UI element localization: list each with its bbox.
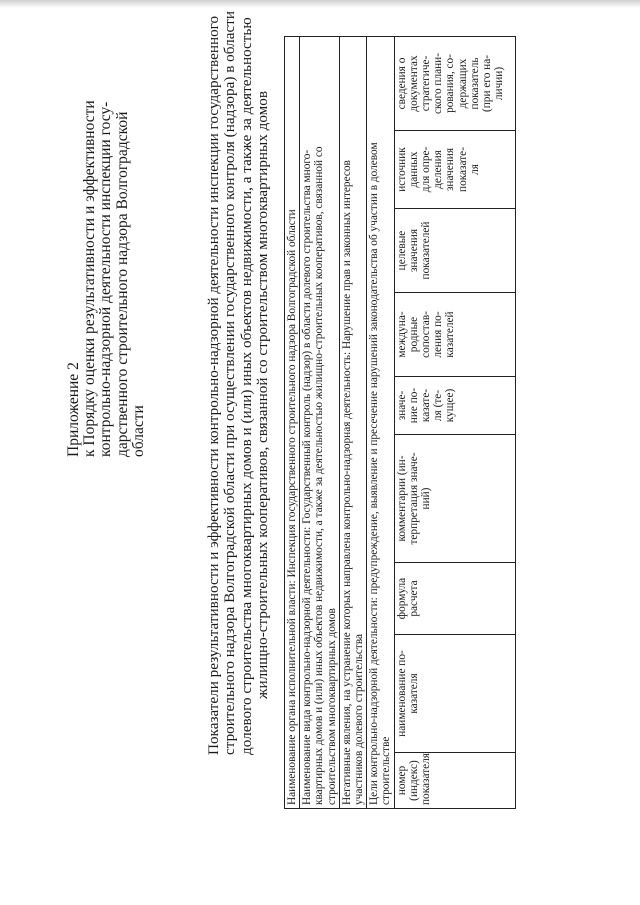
authority-cell: Наименование органа исполнительной власти: Инспекция государственного строительного надзора Волгоградской области bbox=[285, 36, 300, 808]
header-comments: комментарии (ин- терпретация значе- ний) bbox=[394, 435, 515, 563]
header-current-value: значе- ние по- казате- ля (те- кущее) bbox=[394, 377, 515, 435]
header-target-values: целевые значения показателей bbox=[394, 209, 515, 293]
appendix-line: Приложение 2 bbox=[65, 362, 82, 457]
header-name: наименование по- казателя bbox=[394, 635, 515, 753]
title-line: долевого строительства многоквартирных домов и (или) иных объектов недвижимости, а также за деятельностью bbox=[237, 17, 255, 755]
table-header-row bbox=[394, 36, 515, 808]
table-row bbox=[339, 36, 366, 808]
title-line: строительного надзора Волгоградской области при осуществлении государственного контроля (надзора) в области bbox=[221, 11, 239, 755]
header-index: номер (индекс) показателя bbox=[394, 753, 515, 809]
appendix-heading bbox=[66, 37, 147, 457]
header-strategic-documents: сведения о документах стратегиче- ского плани- рования, со- держащих показатель (при его на- личии) bbox=[394, 36, 515, 130]
title-line: Показатели результативности и эффективности контрольно-надзорной деятельности инспекции государственного bbox=[205, 15, 222, 755]
appendix-line: к Порядку оценки результативности и эффективности bbox=[81, 100, 99, 457]
scan-edge-shadow bbox=[0, 0, 640, 8]
negative-phenomena-cell: Негативные явления, на устранение которых направлена контрольно-надзорная деятельность: Нарушение прав и законных интересов участников долевого строительства bbox=[339, 36, 366, 808]
table-row bbox=[367, 36, 394, 808]
header-international: междуна- родные сопостав- ления по- казателей bbox=[394, 293, 515, 377]
activity-type-cell: Наименование вида контрольно-надзорной деятельности: Государственный контроль (надзор) в области долевого строительства много- квартирных домов и (или) иных объектов недвижимости, а также за деятельностью жилищно-строительных кооперативов, связанной со строительством многоквартирных домов bbox=[300, 36, 340, 808]
appendix-line: области bbox=[129, 405, 147, 457]
title-line: жилищно-строительных кооперативов, связанной со строительством многоквартирных домов bbox=[254, 90, 272, 700]
indicators-table bbox=[284, 36, 516, 809]
header-data-source: источник данных для опре- деления значения показате- ля bbox=[394, 131, 515, 209]
table-row bbox=[300, 36, 340, 808]
header-formula: формула расчета bbox=[394, 563, 515, 635]
table-row bbox=[285, 36, 300, 808]
appendix-line: контрольно-надзорной деятельности инспекции госу- bbox=[97, 101, 115, 457]
goals-cell: Цели контрольно-надзорной деятельности: предупреждение, выявление и пресечение нарушений законодательства об участии в долевом строительстве bbox=[367, 36, 394, 808]
appendix-line: дарственного строительного надзора Волгоградской bbox=[113, 111, 131, 457]
document-title bbox=[205, 11, 272, 755]
